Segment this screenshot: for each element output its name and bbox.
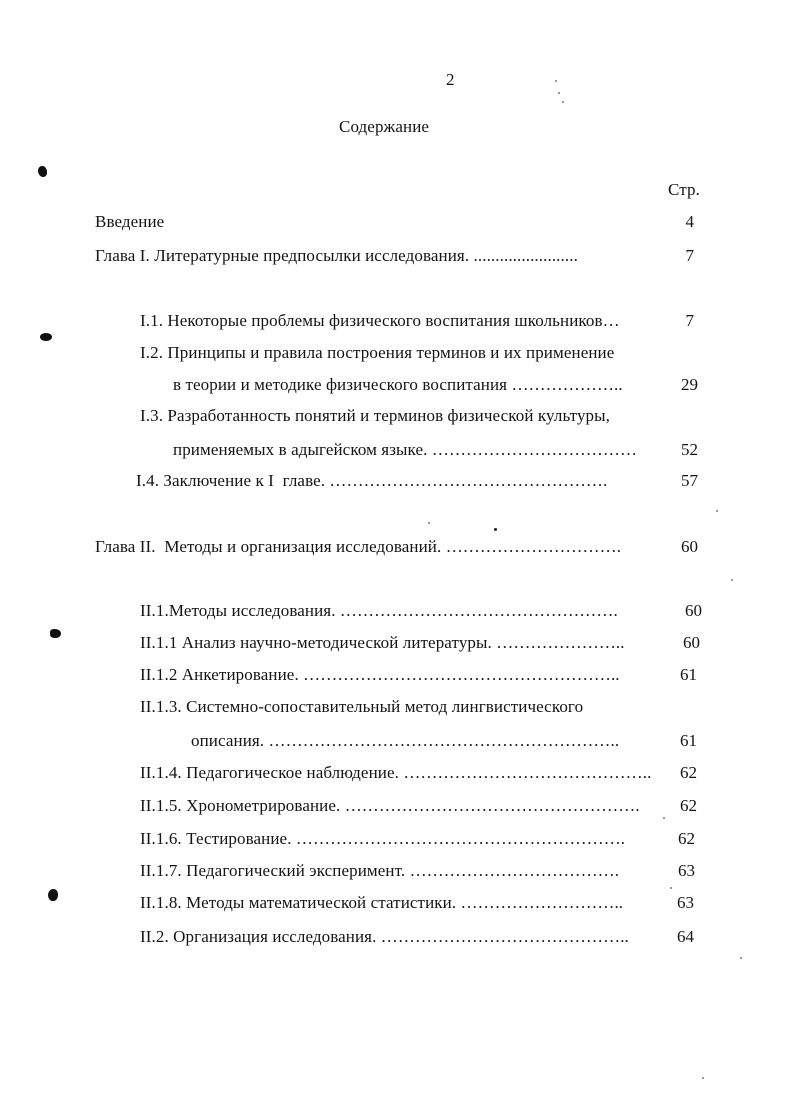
toc-entry-page: 60 [681, 537, 698, 556]
toc-entry-text: II.1.Методы исследования. …………………………………………. [140, 601, 618, 620]
toc-entry-page: 61 [680, 731, 697, 750]
toc-entry-page: 64 [677, 927, 694, 946]
toc-entry-page: 57 [681, 471, 698, 490]
page-title: Содержание [339, 117, 430, 136]
scan-speck [562, 101, 564, 103]
toc-entry-text: II.1.7. Педагогический эксперимент. ………………………………. [140, 861, 620, 880]
toc-entry-text: II.1.8. Методы математической статистики. ……………………….. [140, 893, 624, 912]
toc-entry-text: II.1.4. Педагогическое наблюдение. …………………………………….. [140, 763, 652, 782]
scan-speck [558, 92, 560, 94]
scan-speck [740, 957, 742, 959]
page-column-header: Стр. [668, 180, 700, 199]
toc-entry-text: I.3. Разработанность понятий и терминов физической культуры, [140, 406, 611, 425]
scan-speck [716, 510, 718, 512]
scan-speck [494, 528, 497, 531]
toc-entry-page: 7 [685, 311, 694, 330]
toc-entry-text: описания. …………………………………………………….. [191, 731, 620, 750]
toc-entry-text: Глава II. Методы и организация исследований. …………………………. [95, 537, 622, 556]
toc-entry-page: 4 [685, 212, 694, 231]
toc-entry-page: 63 [677, 893, 694, 912]
toc-entry-text: II.1.6. Тестирование. …………………………………………………. [140, 829, 626, 848]
toc-entry-page: 62 [678, 829, 695, 848]
toc-entry-page: 7 [685, 246, 694, 265]
toc-entry-text: II.1.2 Анкетирование. ……………………………………………….. [140, 665, 620, 684]
toc-entry-text: I.2. Принципы и правила построения терминов и их применение [140, 343, 615, 362]
toc-entry-page: 60 [683, 633, 700, 652]
toc-entry-page: 60 [685, 601, 702, 620]
toc-entry-page: 61 [680, 665, 697, 684]
toc-entry-text: I.1. Некоторые проблемы физического воспитания школьников… [140, 311, 620, 330]
toc-entry-text: применяемых в адыгейском языке. ……………………………… [173, 440, 638, 459]
toc-entry-text: Глава I. Литературные предпосылки исследования. ........................ [95, 246, 578, 265]
toc-entry-text: в теории и методике физического воспитания ……………….. [173, 375, 623, 394]
scan-blot [38, 166, 47, 177]
toc-entry-text: II.2. Организация исследования. …………………………………….. [140, 927, 629, 946]
toc-entry-text: II.1.5. Хронометрирование. ……………………………………………. [140, 796, 640, 815]
toc-entry-text: Введение [95, 212, 165, 231]
toc-entry-page: 63 [678, 861, 695, 880]
toc-entry-page: 62 [680, 796, 697, 815]
toc-entry-page: 29 [681, 375, 698, 394]
scan-speck [731, 579, 733, 581]
page-number: 2 [446, 70, 455, 89]
scan-speck [670, 887, 672, 889]
scan-blot [40, 333, 52, 341]
toc-entry-text: II.1.3. Системно-сопоставительный метод лингвистического [140, 697, 584, 716]
toc-entry-text: I.4. Заключение к I главе. …………………………………………. [136, 471, 608, 490]
scan-speck [555, 80, 557, 82]
scan-blot [48, 889, 58, 901]
scan-blot [50, 629, 61, 638]
toc-entry-page: 52 [681, 440, 698, 459]
toc-entry-page: 62 [680, 763, 697, 782]
scan-speck [663, 817, 665, 819]
toc-entry-text: II.1.1 Анализ научно-методической литературы. ………………….. [140, 633, 625, 652]
scan-speck [428, 522, 430, 524]
scan-speck [702, 1077, 704, 1079]
